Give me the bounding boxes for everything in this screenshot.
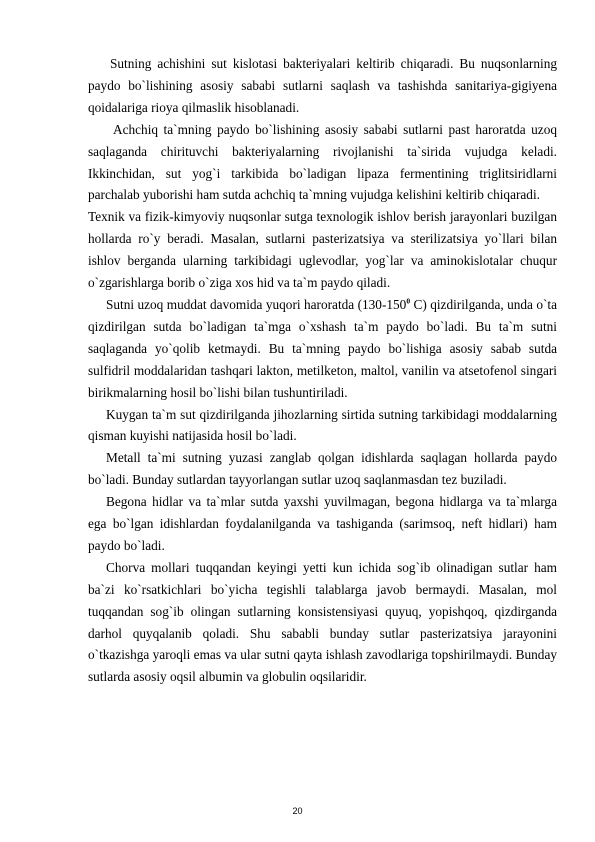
degree-superscript: 0 — [406, 296, 411, 306]
document-body — [88, 53, 557, 688]
paragraph-technical-defects: Texnik va fizik-kimyoviy nuqsonlar sutga texnologik ishlov berish jarayonlari buzilgan hollarda ro`y beradi. Masalan, sutlarni pasterizatsiya va sterilizatsiya yo`llari bilan ishlov berganda ularning tarkibidagi uglevodlar, yog`lar va aminokislotalar chuqur o`zgarishlarga borib o`ziga xos hid va ta`m paydo qiladi. — [88, 209, 557, 291]
paragraph-burnt-taste: Kuygan ta`m sut qizdirilganda jihozlarning sirtida sutning tarkibidagi moddalarning qisman kuyishi natijasida hosil bo`ladi. — [88, 406, 557, 444]
page-number: 20 — [292, 806, 303, 816]
paragraph-sour-milk: Sutning achishini sut kislotasi bakteriyalari keltirib chiqaradi. Bu nuqsonlarning paydo bo`lishining asosiy sababi sutlarni saqlash va tashishda sanitariya-gigiyena qoidalariga rioya qilmaslik hisoblanadi. — [88, 56, 557, 115]
paragraph-high-temperature — [88, 294, 557, 404]
paragraph-metal-taste: Metall ta`mi sutning yuzasi zanglab qolgan idishlarda saqlagan hollarda paydo bo`ladi. Bunday sutlardan tayyorlangan sutlar uzoq saqlanmasdan tez buziladi. — [88, 450, 557, 488]
paragraph-bitter-taste: Achchiq ta`mning paydo bo`lishining asosiy sababi sutlarni past haroratda uzoq saqlaganda chirituvchi bakteriyalarning rivojlanishi ta`sirida vujudga keladi. Ikkinchidan, sut yog`i tarkibida bo`ladigan lipaza fermentining triglitsiridlarni parchalab yuborishi ham sutda achchiq ta`mning vujudga kelishini keltirib chiqaradi. — [88, 121, 557, 203]
paragraph-colostrum: Chorva mollari tuqqandan keyingi yetti kun ichida sog`ib olinadigan sutlar ham ba`zi ko`rsatkichlari bo`yicha tegishli talablarga javob bermaydi. Masalan, mol tuqqandan sog`ib olingan sutlarning konsistensiyasi quyuq, yopishqoq, qizdirganda darhol quyqalanib qoladi. Shu sababli bunday sutlar pasterizatsiya jarayonini o`tkazishga yaroqli emas va ular sutni qayta ishlash zavodlariga topshirilmaydi. Bunday sutlarda asosiy oqsil albumin va globulin oqsilaridir. — [88, 559, 557, 685]
text-run: C) qizdirilganda, unda o`ta qizdirilgan sutda bo`ladigan ta`mga o`xshash ta`m paydo bo`ladi. Bu ta`m sutni saqlaganda yo`qolib ketmaydi. Bu ta`mning paydo bo`lishiga asosiy sabab sutda sulfidril moddalaridan tashqari lakton, metilketon, maltol, vanilin va atsetofenol singari birikmalarning hosil bo`lishi bilan tushuntiriladi. — [88, 296, 558, 400]
paragraph-foreign-odors: Begona hidlar va ta`mlar sutda yaxshi yuvilmagan, begona hidlarga va ta`mlarga ega bo`lgan idishlardan foydalanilganda va tashiganda (sarimsoq, neft hidlari) ham paydo bo`ladi. — [88, 494, 557, 553]
text-run: Sutni uzoq muddat davomida yuqori haroratda (130-150 — [106, 296, 407, 312]
